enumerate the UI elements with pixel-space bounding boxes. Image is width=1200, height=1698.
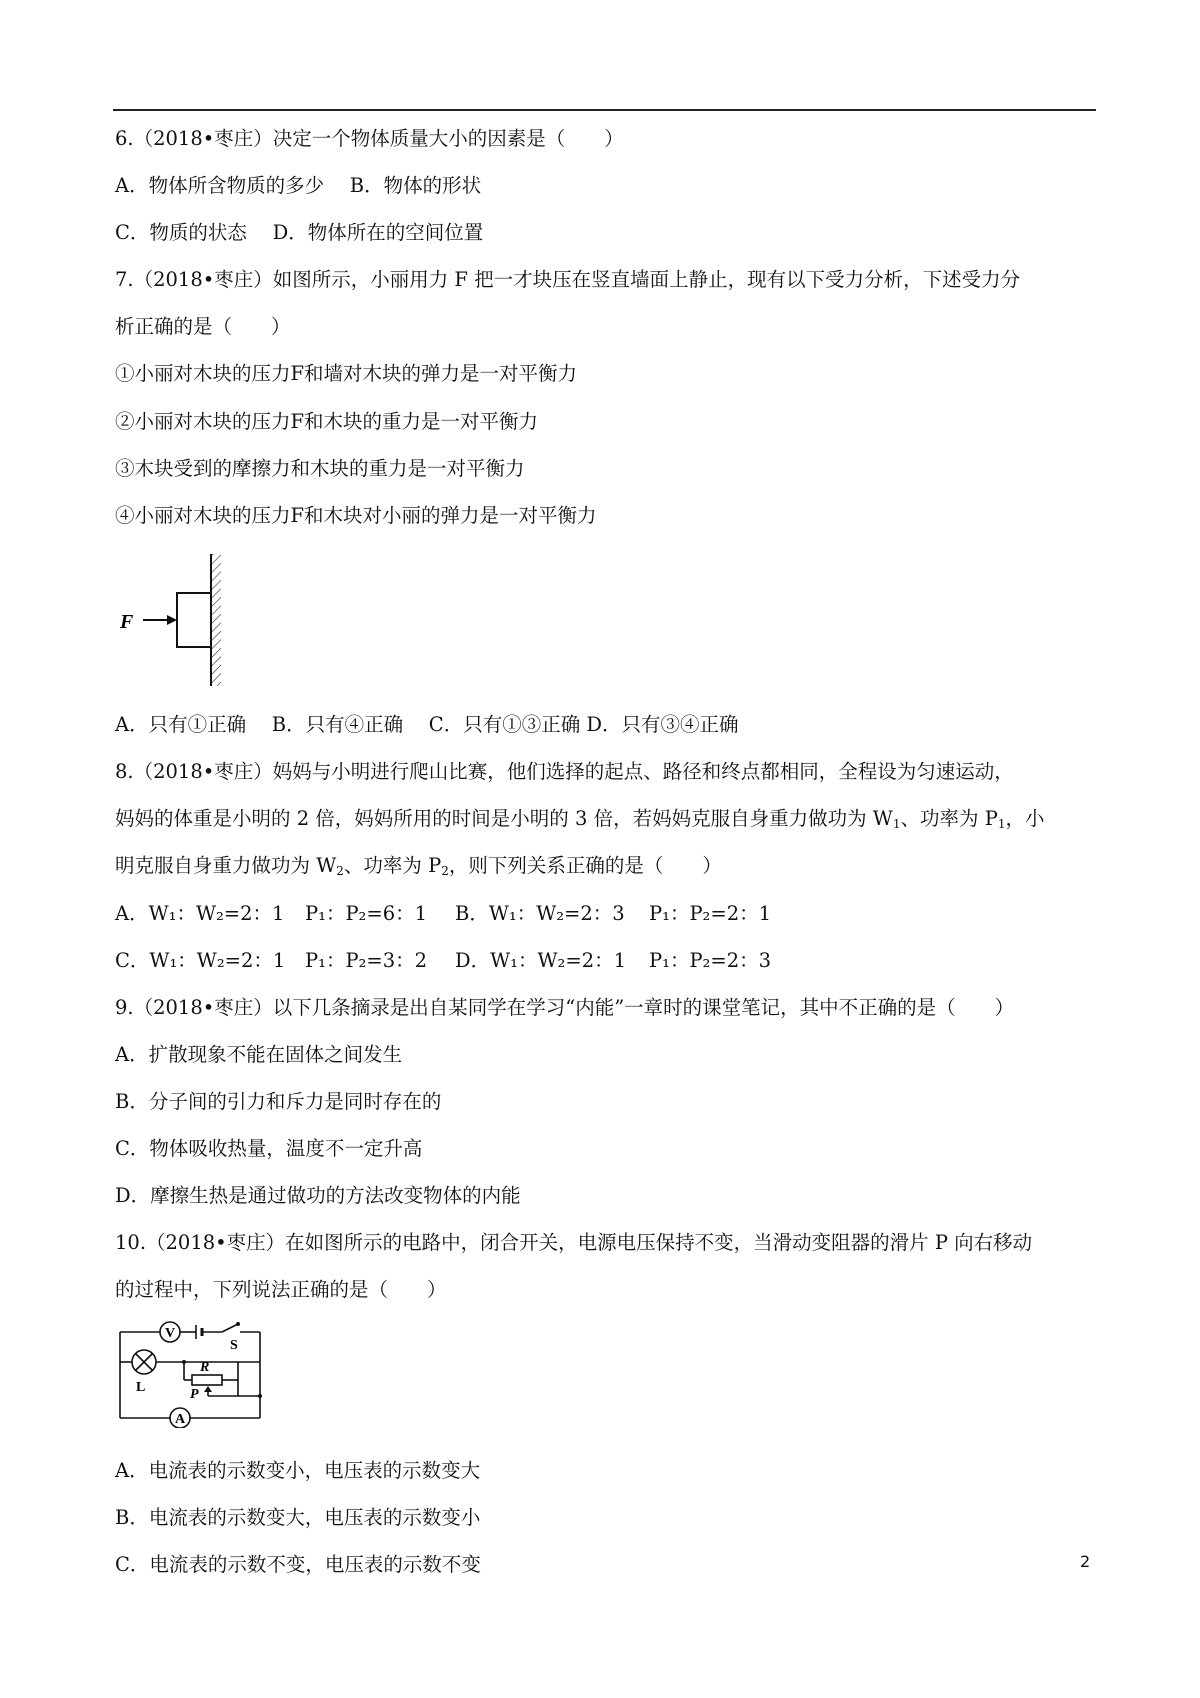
q10-option-a: A．电流表的示数变小，电压表的示数变大 — [115, 1459, 481, 1482]
q6-stem: 6.（2018•枣庄）决定一个物体质量大小的因素是（ ） — [115, 127, 624, 150]
q7-statement-1: ①小丽对木块的压力F和墙对木块的弹力是一对平衡力 — [115, 362, 578, 385]
junction-dot-1 — [182, 1360, 186, 1364]
q6-option-ab: A．物体所含物质的多少 B．物体的形状 — [115, 174, 482, 197]
switch-label: S — [230, 1338, 238, 1353]
q7-options: A．只有①正确 B．只有④正确 C．只有①③正确 D．只有③④正确 — [115, 713, 739, 736]
q8-options-row2 — [115, 949, 815, 973]
q7-statement-2: ②小丽对木块的压力F和木块的重力是一对平衡力 — [115, 410, 539, 433]
q8-option-b-power: P₁：P₂=2：1 — [649, 902, 772, 925]
q10-stem-line1: 10.（2018•枣庄）在如图所示的电路中，闭合开关，电源电压保持不变，当滑动变阻器的滑片 P 向右移动 — [115, 1231, 1033, 1254]
q7-wall-block-figure — [115, 550, 235, 690]
ammeter-label: A — [175, 1412, 186, 1427]
header-rule — [113, 109, 1096, 111]
junction-dot-2 — [258, 1394, 262, 1398]
slider-arrow — [204, 1386, 212, 1392]
q9-option-b: B．分子间的引力和斥力是同时存在的 — [115, 1090, 442, 1113]
switch-blade — [222, 1324, 238, 1332]
q7-statement-3: ③木块受到的摩擦力和木块的重力是一对平衡力 — [115, 457, 525, 480]
lamp-label: L — [136, 1380, 146, 1395]
switch-contact — [236, 1322, 240, 1326]
wall-hatching — [211, 554, 221, 686]
page-number: 2 — [1080, 1552, 1091, 1571]
force-arrow-head — [167, 615, 177, 625]
q8-option-a-power: P₁：P₂=6：1 — [305, 902, 428, 925]
resistor-label: R — [200, 1360, 210, 1375]
q10-stem-line2: 的过程中，下列说法正确的是（ ） — [115, 1278, 447, 1301]
q7-stem-line1: 7.（2018•枣庄）如图所示，小丽用力 F 把一才块压在竖直墙面上静止，现有以下受力分析，下述受力分 — [115, 268, 1021, 291]
q8-option-c: C．W₁：W₂=2：1 — [115, 949, 286, 972]
q8-stem-line3: 明克服自身重力做功为 $W_2$、功率为 $P_2$，则下列关系正确的是（ ） — [115, 854, 722, 878]
voltmeter-label: V — [165, 1326, 176, 1341]
q7-statement-4: ④小丽对木块的压力F和木块对小丽的弹力是一对平衡力 — [115, 504, 597, 527]
q9-stem: 9.（2018•枣庄）以下几条摘录是出自某同学在学习“内能”一章时的课堂笔记，其中不正确的是（ ） — [115, 996, 1015, 1019]
wood-block — [177, 593, 211, 647]
q8-option-d-power: P₁：P₂=2：3 — [649, 949, 772, 972]
force-label: F — [120, 611, 134, 633]
q8-option-b: B．W₁：W₂=2：3 — [455, 902, 625, 925]
q8-stem-line1: 8.（2018•枣庄）妈妈与小明进行爬山比赛，他们选择的起点、路径和终点都相同，全程设为匀速运动， — [115, 760, 1014, 783]
q7-stem-line2: 析正确的是（ ） — [115, 315, 291, 338]
q8-option-d: D．W₁：W₂=2：1 — [455, 949, 627, 972]
q10-circuit-figure — [112, 1318, 272, 1428]
q9-option-c: C．物体吸收热量，温度不一定升高 — [115, 1137, 423, 1160]
q8-options-row1 — [115, 902, 815, 926]
resistor-body — [192, 1375, 222, 1385]
q8-stem-line2: 妈妈的体重是小明的 2 倍，妈妈所用的时间是小明的 3 倍，若妈妈克服自身重力做功为 $W_1$、功率为 $P_1$，小 — [115, 807, 1045, 831]
q10-option-c: C．电流表的示数不变，电压表的示数不变 — [115, 1553, 481, 1576]
q6-option-cd: C．物质的状态 D．物体所在的空间位置 — [115, 221, 484, 244]
q9-option-d: D．摩擦生热是通过做功的方法改变物体的内能 — [115, 1184, 521, 1207]
q8-option-a: A．W₁：W₂=2：1 — [115, 902, 285, 925]
q9-option-a: A．扩散现象不能在固体之间发生 — [115, 1043, 403, 1066]
q10-option-b: B．电流表的示数变大，电压表的示数变小 — [115, 1506, 481, 1529]
q8-option-c-power: P₁：P₂=3：2 — [305, 949, 428, 972]
slider-label: P — [190, 1387, 199, 1402]
